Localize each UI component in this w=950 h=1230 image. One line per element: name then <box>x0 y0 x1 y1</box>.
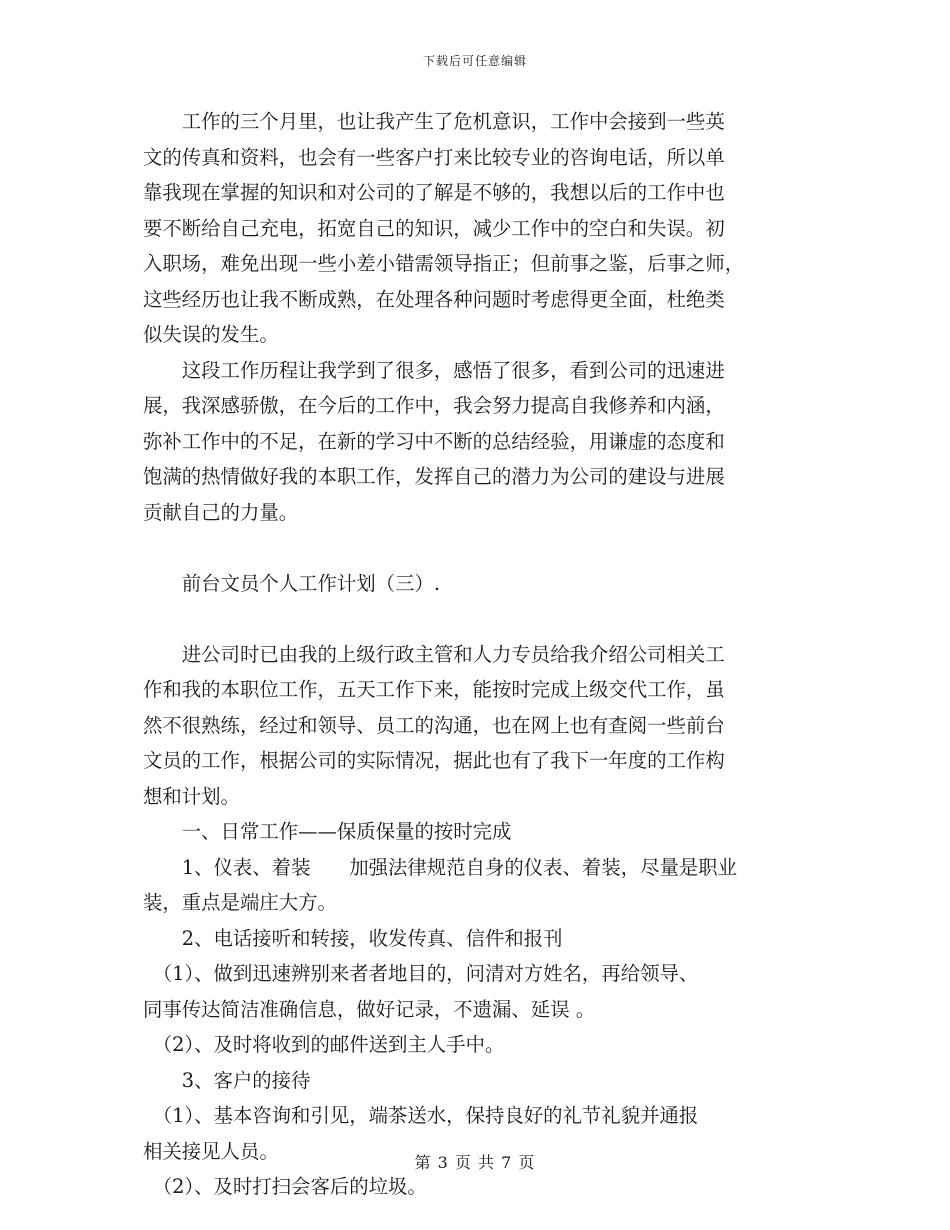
document-body <box>143 104 807 1205</box>
text-line: 这段工作历程让我学到了很多，感悟了很多，看到公司的迅速进 <box>143 358 725 382</box>
text-line: 进公司时已由我的上级行政主管和人力专员给我介绍公司相关工 <box>143 642 725 666</box>
blank-line <box>143 530 807 566</box>
page-header: 下载后可任意编辑 <box>422 54 527 68</box>
text-line: 要不断给自己充电，拓宽自己的知识，减少工作中的空白和失误。初 <box>143 216 725 240</box>
list-item: （1）、基本咨询和引见，端茶送水，保持良好的礼节礼貌并通报 <box>143 1104 699 1127</box>
blank-line <box>143 601 807 637</box>
list-item: （2）、及时打扫会客后的垃圾。 <box>143 1175 427 1198</box>
text-line: 靠我现在掌握的知识和对公司的了解是不够的，我想以后的工作中也 <box>143 181 725 204</box>
text-line: 装，重点是端庄大方。 <box>143 891 337 914</box>
text-line: 同事传达简洁准确信息，做好记录，不遗漏、延误 。 <box>143 997 596 1021</box>
list-item: （1）、做到迅速辨别来者者地目的，问清对方姓名，再给领导、 <box>143 962 699 985</box>
text-line: 作和我的本职位工作，五天工作下来，能按时完成上级交代工作，虽 <box>143 678 725 701</box>
text-line: 工作的三个月里，也让我产生了危机意识，工作中会接到一些英 <box>143 110 725 133</box>
text-line: 展，我深感骄傲，在今后的工作中，我会努力提高自我修养和内涵， <box>143 394 725 417</box>
text-line: 入职场，难免出现一些小差小错需领导指正；但前事之鉴，后事之师， <box>143 252 745 275</box>
text-line: 相关接见人员。 <box>143 1139 279 1163</box>
list-item: 1、仪表、着装 加强法律规范自身的仪表、着装，尽量是职业 <box>143 855 738 879</box>
page-footer: 第 3 页 共 7 页 <box>414 1153 536 1172</box>
text-line: 贡献自己的力量。 <box>143 500 299 524</box>
text-line: 似失误的发生。 <box>143 323 279 346</box>
list-item: 2、电话接听和转接，收发传真、信件和报刊 <box>143 926 563 950</box>
text-line: 弥补工作中的不足，在新的学习中不断的总结经验，用谦虚的态度和 <box>143 429 725 453</box>
section-heading: 前台文员个人工作计划（三）. <box>143 571 441 595</box>
list-item: （2）、及时将收到的邮件送到主人手中。 <box>143 1033 505 1056</box>
text-line: 文的传真和资料，也会有一些客户打来比较专业的咨询电话，所以单 <box>143 145 725 169</box>
list-heading: 一、日常工作——保质保量的按时完成 <box>143 820 512 843</box>
text-line: 文员的工作，根据公司的实际情况，据此也有了我下一年度的工作构 <box>143 749 725 772</box>
text-line: 然不很熟练，经过和领导、员工的沟通，也在网上也有查阅一些前台 <box>143 713 725 737</box>
text-line: 想和计划。 <box>143 784 240 808</box>
list-item: 3、客户的接待 <box>143 1068 311 1092</box>
text-line: 这些经历也让我不断成熟，在处理各种问题时考虑得更全面，杜绝类 <box>143 287 725 311</box>
text-line: 饱满的热情做好我的本职工作，发挥自己的潜力为公司的建设与进展 <box>143 465 725 488</box>
